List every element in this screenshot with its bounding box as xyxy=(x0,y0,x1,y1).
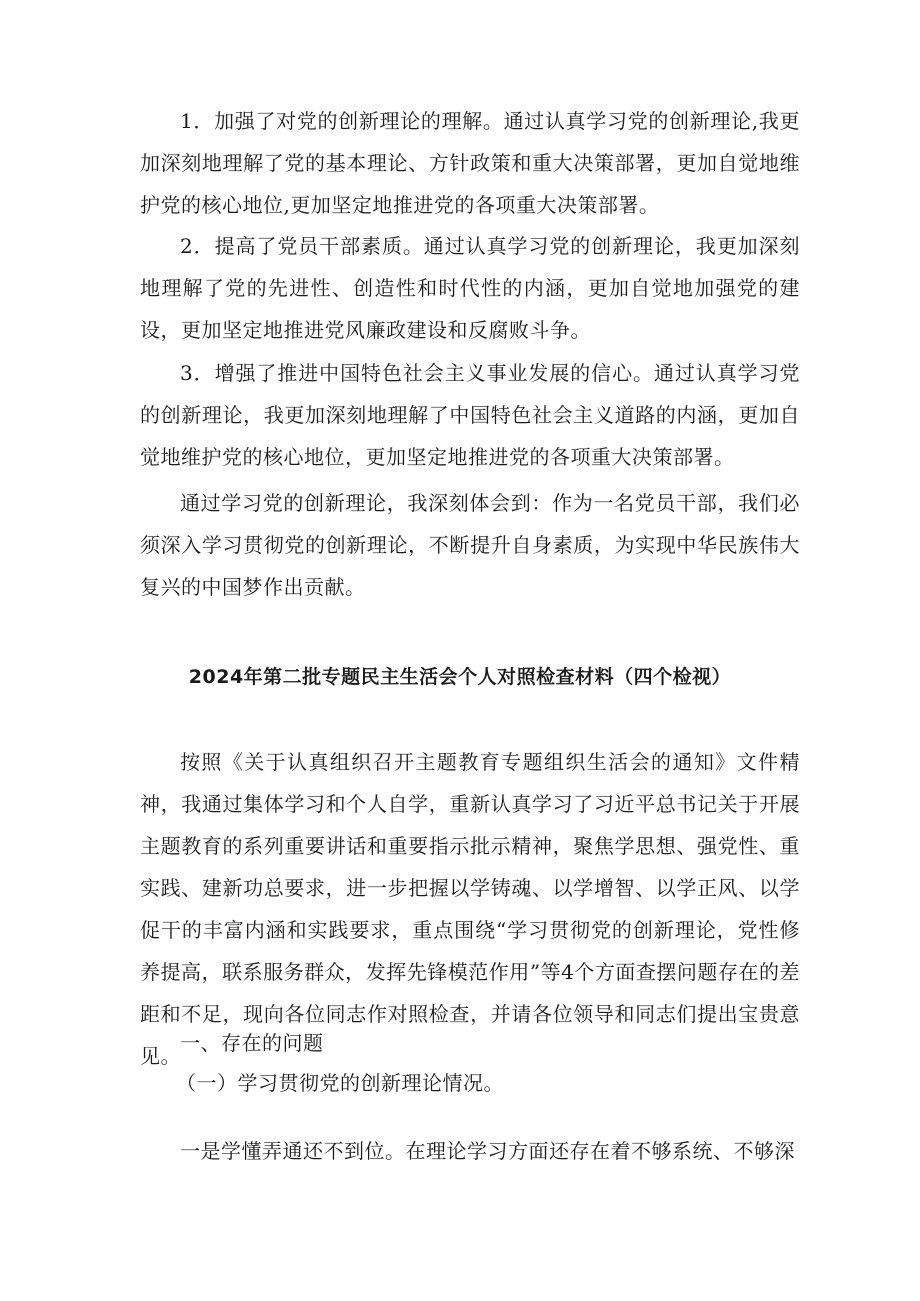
document-title: 2024年第二批专题民主生活会个人对照检查材料（四个检视） xyxy=(188,666,732,688)
paragraph-1: 1．加强了对党的创新理论的理解。通过认真学习党的创新理论,我更加深刻地理解了党的基本理论、方针政策和重大决策部署，更加自觉地维护党的核心地位,更加坚定地推进党的各项重大决策部署。 xyxy=(140,109,800,217)
subsection-heading: （一）学习贯彻党的创新理论情况。 xyxy=(176,1071,504,1095)
paragraph-summary: 通过学习党的创新理论，我深刻体会到：作为一名党员干部，我们必须深入学习贯彻党的创新理论，不断提升自身素质，为实现中华民族伟大复兴的中国梦作出贡献。 xyxy=(140,491,800,599)
section-heading: 一、存在的问题 xyxy=(180,1031,324,1055)
paragraph-3: 3．增强了推进中国特色社会主义事业发展的信心。通过认真学习党的创新理论，我更加深刻地理解了中国特色社会主义道路的内涵，更加自觉地维护党的核心地位，更加坚定地推进党的各项重大决策部署。 xyxy=(140,361,800,469)
paragraph-2: 2．提高了党员干部素质。通过认真学习党的创新理论，我更加深刻地理解了党的先进性、创造性和时代性的内涵，更加自觉地加强党的建设，更加坚定地推进党风廉政建设和反腐败斗争。 xyxy=(140,234,800,342)
paragraph-issue-1: 一是学懂弄通还不到位。在理论学习方面还存在着不够系统、不够深 xyxy=(180,1139,795,1163)
paragraph-intro: 按照《关于认真组织召开主题教育专题组织生活会的通知》文件精神，我通过集体学习和个人自学，重新认真学习了习近平总书记关于开展主题教育的系列重要讲话和重要指示批示精神，聚焦学思想、强党性、重实践、建新功总要求，进一步把握以学铸魂、以学增智、以学正风、以学促干的丰富内涵和实践要求，重点围绕“学习贯彻党的创新理论，党性修养提高，联系服务群众，发挥先锋模范作用”等4个方面查摆问题存在的差距和不足，现向各位同志作对照检查，并请各位领导和同志们提出宝贵意见。 xyxy=(140,750,800,1068)
